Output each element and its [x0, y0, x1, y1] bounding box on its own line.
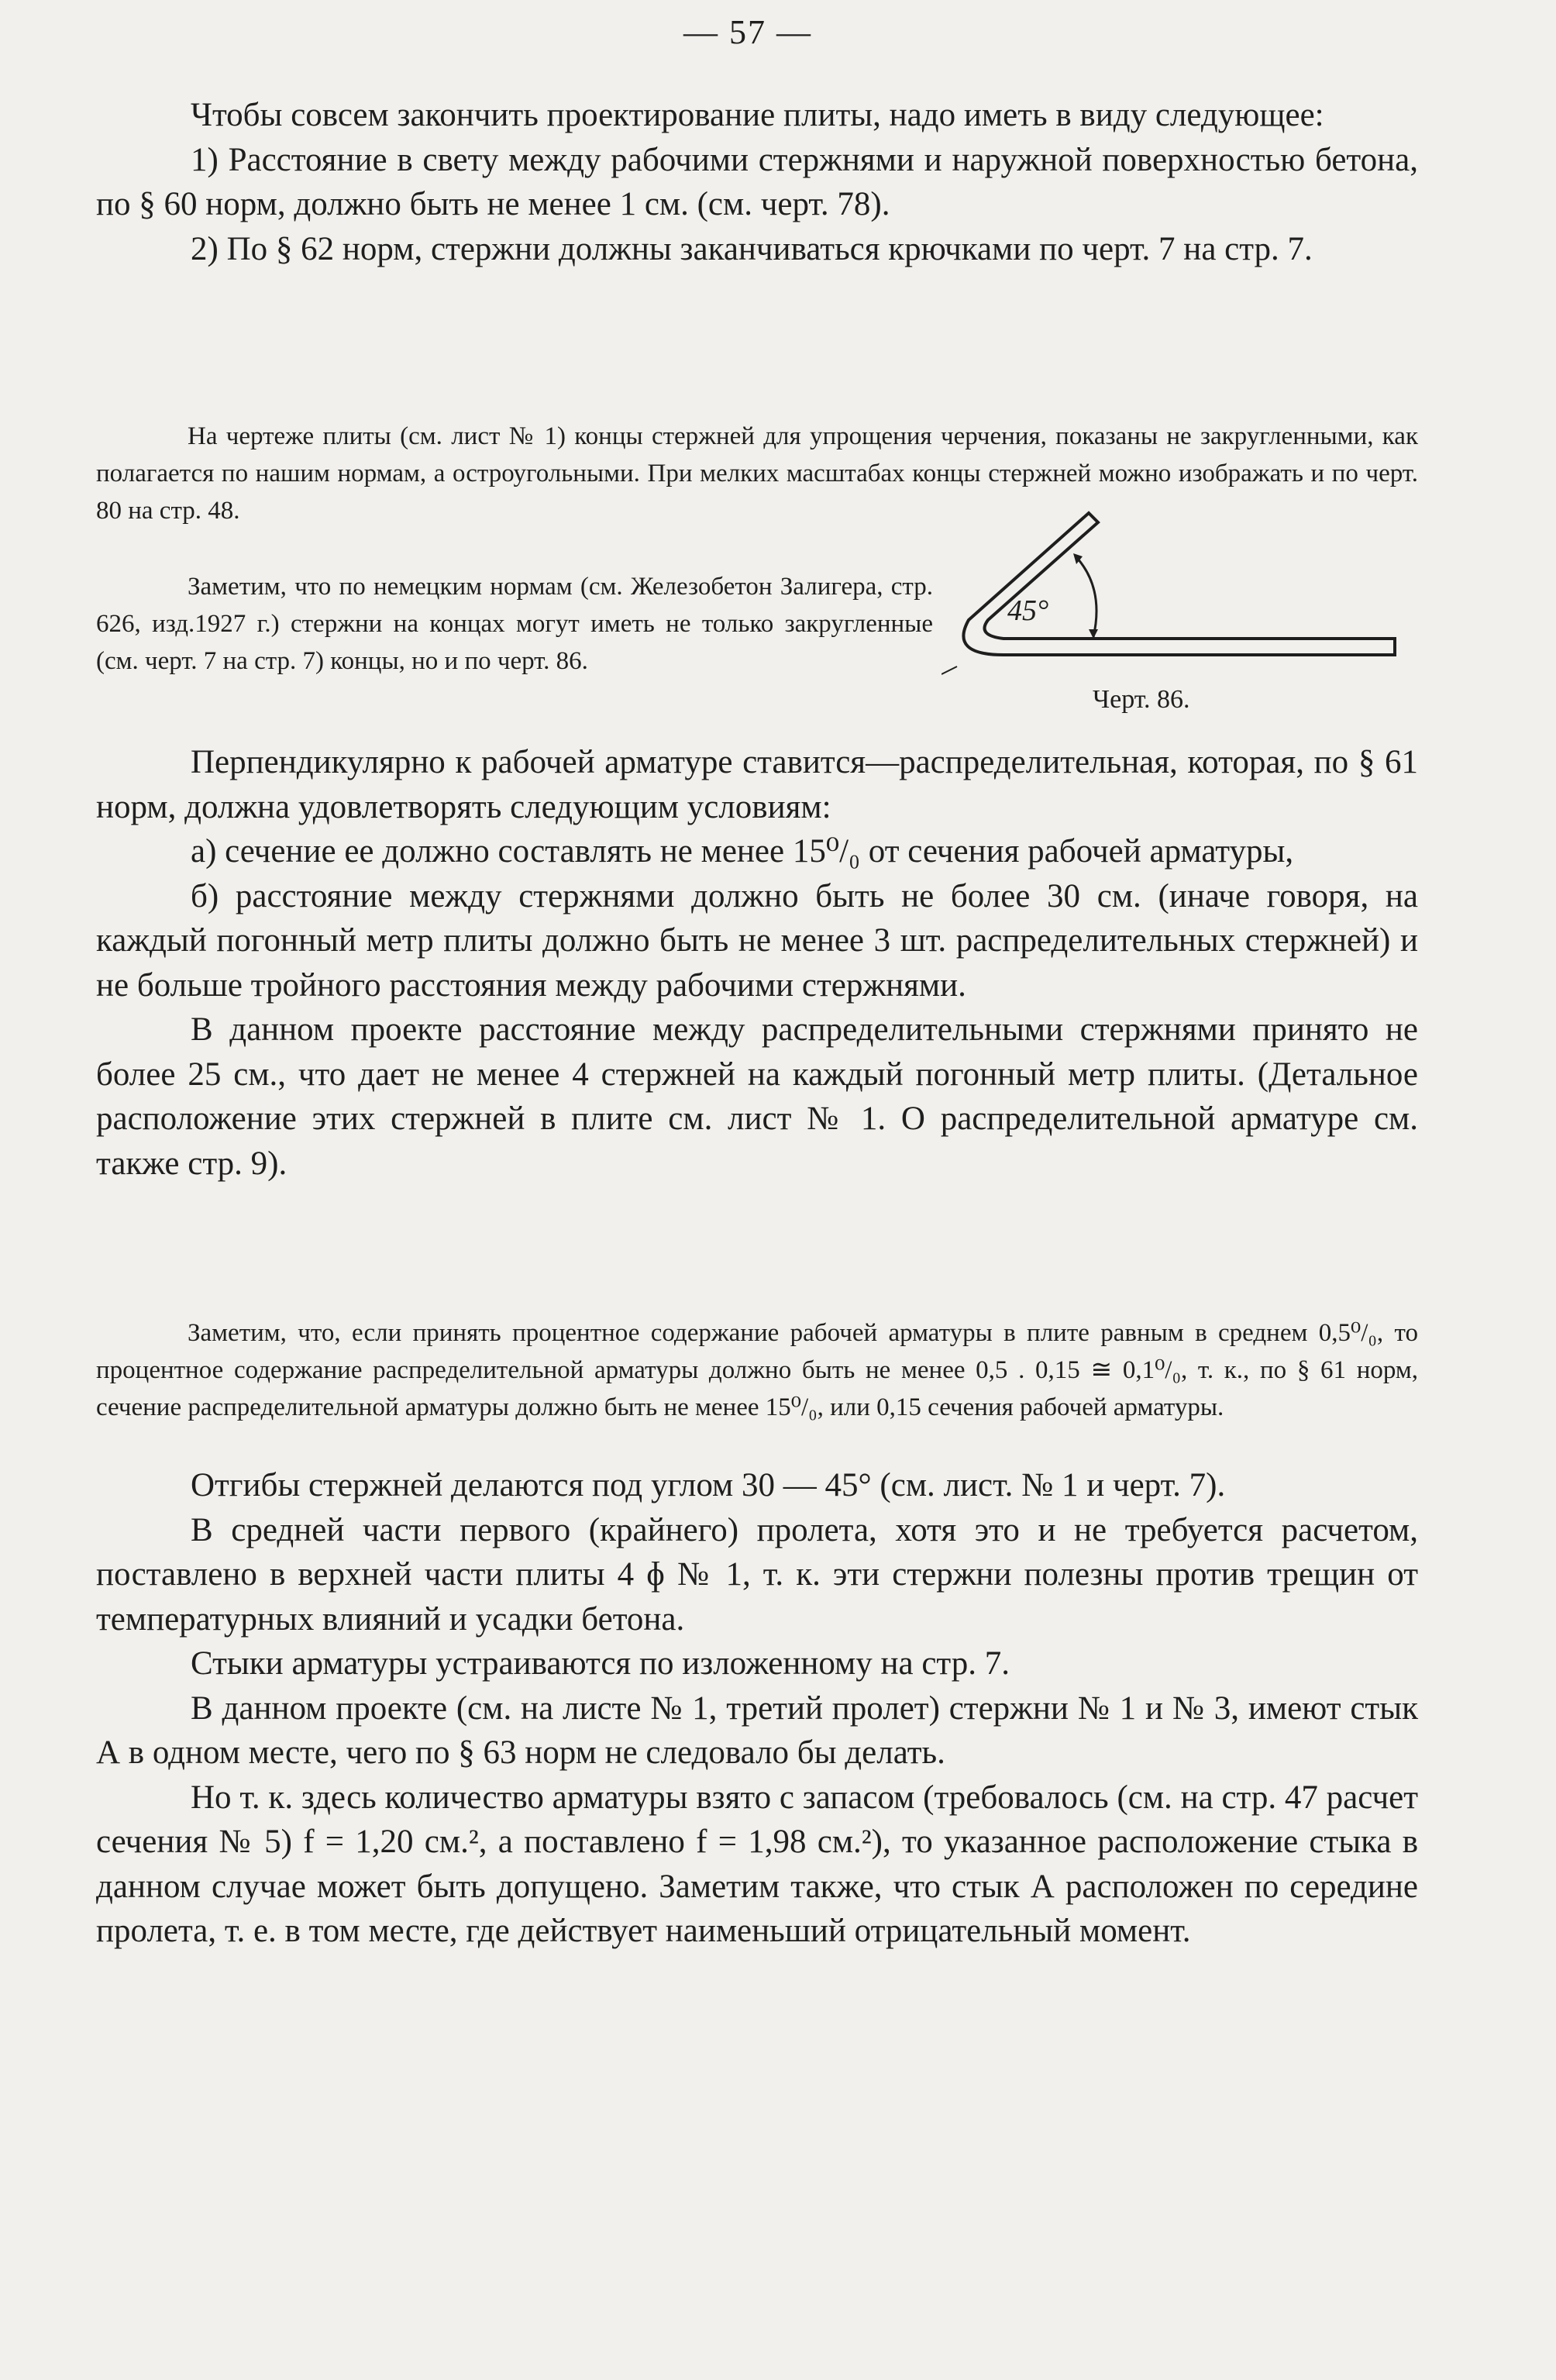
main-section [96, 740, 1418, 1186]
paragraph: В средней части первого (крайнего) пролета, хотя это и не требуется расчетом, поставлено в верхней части плиты 4 ɸ № 1, т. к. эти стержни полезны против трещин от температурных влияний и усадки бетона. [96, 1511, 1418, 1638]
note-paragraph: Заметим, что по немецким нормам (см. Железобетон Залигера, стр. 626, изд.1927 г.) стержни на концах могут иметь не только закругленные (см. черт. 7 на стр. 7) концы, но и по черт. 86. [96, 573, 933, 675]
paragraph: Но т. к. здесь количество арматуры взято с запасом (требовалось (см. на стр. 47 расчет сечения № 5) f = 1,20 см.², а поставлено f = 1,98 см.²), то указанное расположение стыка в данном случае может быть допущено. Заметим также, что стык А расположен по середине пролета, т. е. в том месте, где действует наименьший отрицательный момент. [96, 1779, 1418, 1949]
paragraph: Стыки арматуры устраиваются по изложенному на стр. 7. [191, 1645, 1010, 1682]
paragraph: а) сечение ее должно составлять не менее 15⁰/₀ от сечения рабочей арматуры, [191, 833, 1294, 870]
note-paragraph: Заметим, что, если принять процентное содержание рабочей арматуры в плите равным в среднем 0,5⁰/₀, то процентное содержание распределительной арматуры должно быть не менее 0,5 . 0,15 ≅ 0,1⁰/₀, т. к., по § 61 норм, сечение распределительной арматуры должно быть не менее 15⁰/₀, или 0,15 сечения рабочей арматуры. [96, 1319, 1418, 1421]
paragraph: В данном проекте расстояние между распределительными стержнями принято не более 25 см., что дает не менее 4 стержней на каждый погонный метр плиты. (Детальное расположение этих стержней в плите см. лист № 1. О распределительной арматуре см. также стр. 9). [96, 1011, 1418, 1182]
hook-drawing [942, 504, 1406, 690]
page-number: — 57 — [683, 13, 812, 51]
paragraph: Перпендикулярно к рабочей арматуре ставится—распределительная, которая, по § 61 норм, должна удовлетворять следующим условиям: [96, 744, 1418, 825]
paragraph: Чтобы совсем закончить проектирование плиты, надо иметь в виду следующее: [191, 97, 1324, 133]
paragraph: Отгибы стержней делаются под углом 30 — 45° (см. лист. № 1 и черт. 7). [191, 1467, 1226, 1503]
paragraph: б) расстояние между стержнями должно быть не более 30 см. (иначе говоря, на каждый погонный метр плиты должно быть не менее 3 шт. распределительных стержней) и не больше тройного расстояния между рабочими стержнями. [96, 877, 1418, 1004]
figure-caption: Черт. 86. [1093, 685, 1190, 714]
bent-rod [963, 513, 1395, 655]
rod-tick [942, 666, 957, 674]
note-block-2 [96, 1315, 1418, 1426]
paragraph: 1) Расстояние в свету между рабочими стержнями и наружной поверхностью бетона, по § 60 норм, должно быть не менее 1 см. (см. черт. 78). [96, 141, 1418, 222]
paragraph: В данном проекте (см. на листе № 1, третий пролет) стержни № 1 и № 3, имеют стык А в одном месте, чего по § 63 норм не следовало бы делать. [96, 1689, 1418, 1771]
angle-arc [1077, 558, 1096, 637]
paragraph: 2) По § 62 норм, стержни должны заканчиваться крючками по черт. 7 на стр. 7. [191, 230, 1313, 267]
intro-section [96, 93, 1418, 271]
note-block-1b [96, 569, 933, 680]
tail-section [96, 1463, 1418, 1954]
note-paragraph: На чертеже плиты (см. лист № 1) концы стержней для упрощения черчения, показаны не закругленными, как полагается по нашим нормам, а остроугольными. При мелких масштабах концы стержней можно изображать и по черт. 80 на стр. 48. [96, 422, 1418, 525]
angle-label: 45° [1007, 594, 1049, 627]
